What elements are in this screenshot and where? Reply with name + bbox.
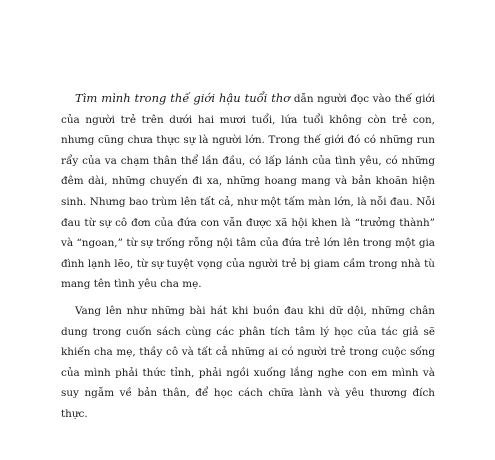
paragraph-2-text: Vang lên như những bài hát khi buồn đau khi dữ dội, những chân dung trong cuốn sách cùng các phân tích tâm lý học của tác giả sẽ khiến cha mẹ, thầy cô và tất cả những ai có người trẻ trong cuộc sống của mình phải thức tỉnh, phải ngồi xuống lắng nghe con em mình và suy ngẫm về bản thân, để học cách chữa lành và yêu thương đích thực. <box>61 304 435 420</box>
body-text <box>61 88 435 425</box>
book-title-italic: Tìm mình trong thế giới hậu tuổi thơ <box>75 91 291 105</box>
paragraph-1 <box>61 88 435 295</box>
paragraph-2 <box>61 301 435 425</box>
paragraph-1-text: dẫn người đọc vào thế giới của người trẻ trên dưới hai mươi tuổi, lứa tuổi không còn trẻ con, nhưng cũng chưa thực sự là người lớn. Trong thế giới đó có những run rẩy của va chạm thân thể lần đầu, có lấp lánh của tình yêu, có những đêm dài, những chuyến đi xa, những hoang mang và bản khoăn hiện sinh. Nhưng bao trùm lên tất cả, như một tấm màn lớn, là nỗi đau. Nỗi đau từ sự cô đơn của đứa con vẫn được xã hội khen là “trưởng thành” và “ngoan,” từ sự trống rỗng nội tâm của đứa trẻ lớn lên trong một gia đình lạnh lẽo, từ sự tuyệt vọng của người trẻ bị giam cầm trong nhà tù mang tên tình yêu cha mẹ. <box>61 93 435 291</box>
